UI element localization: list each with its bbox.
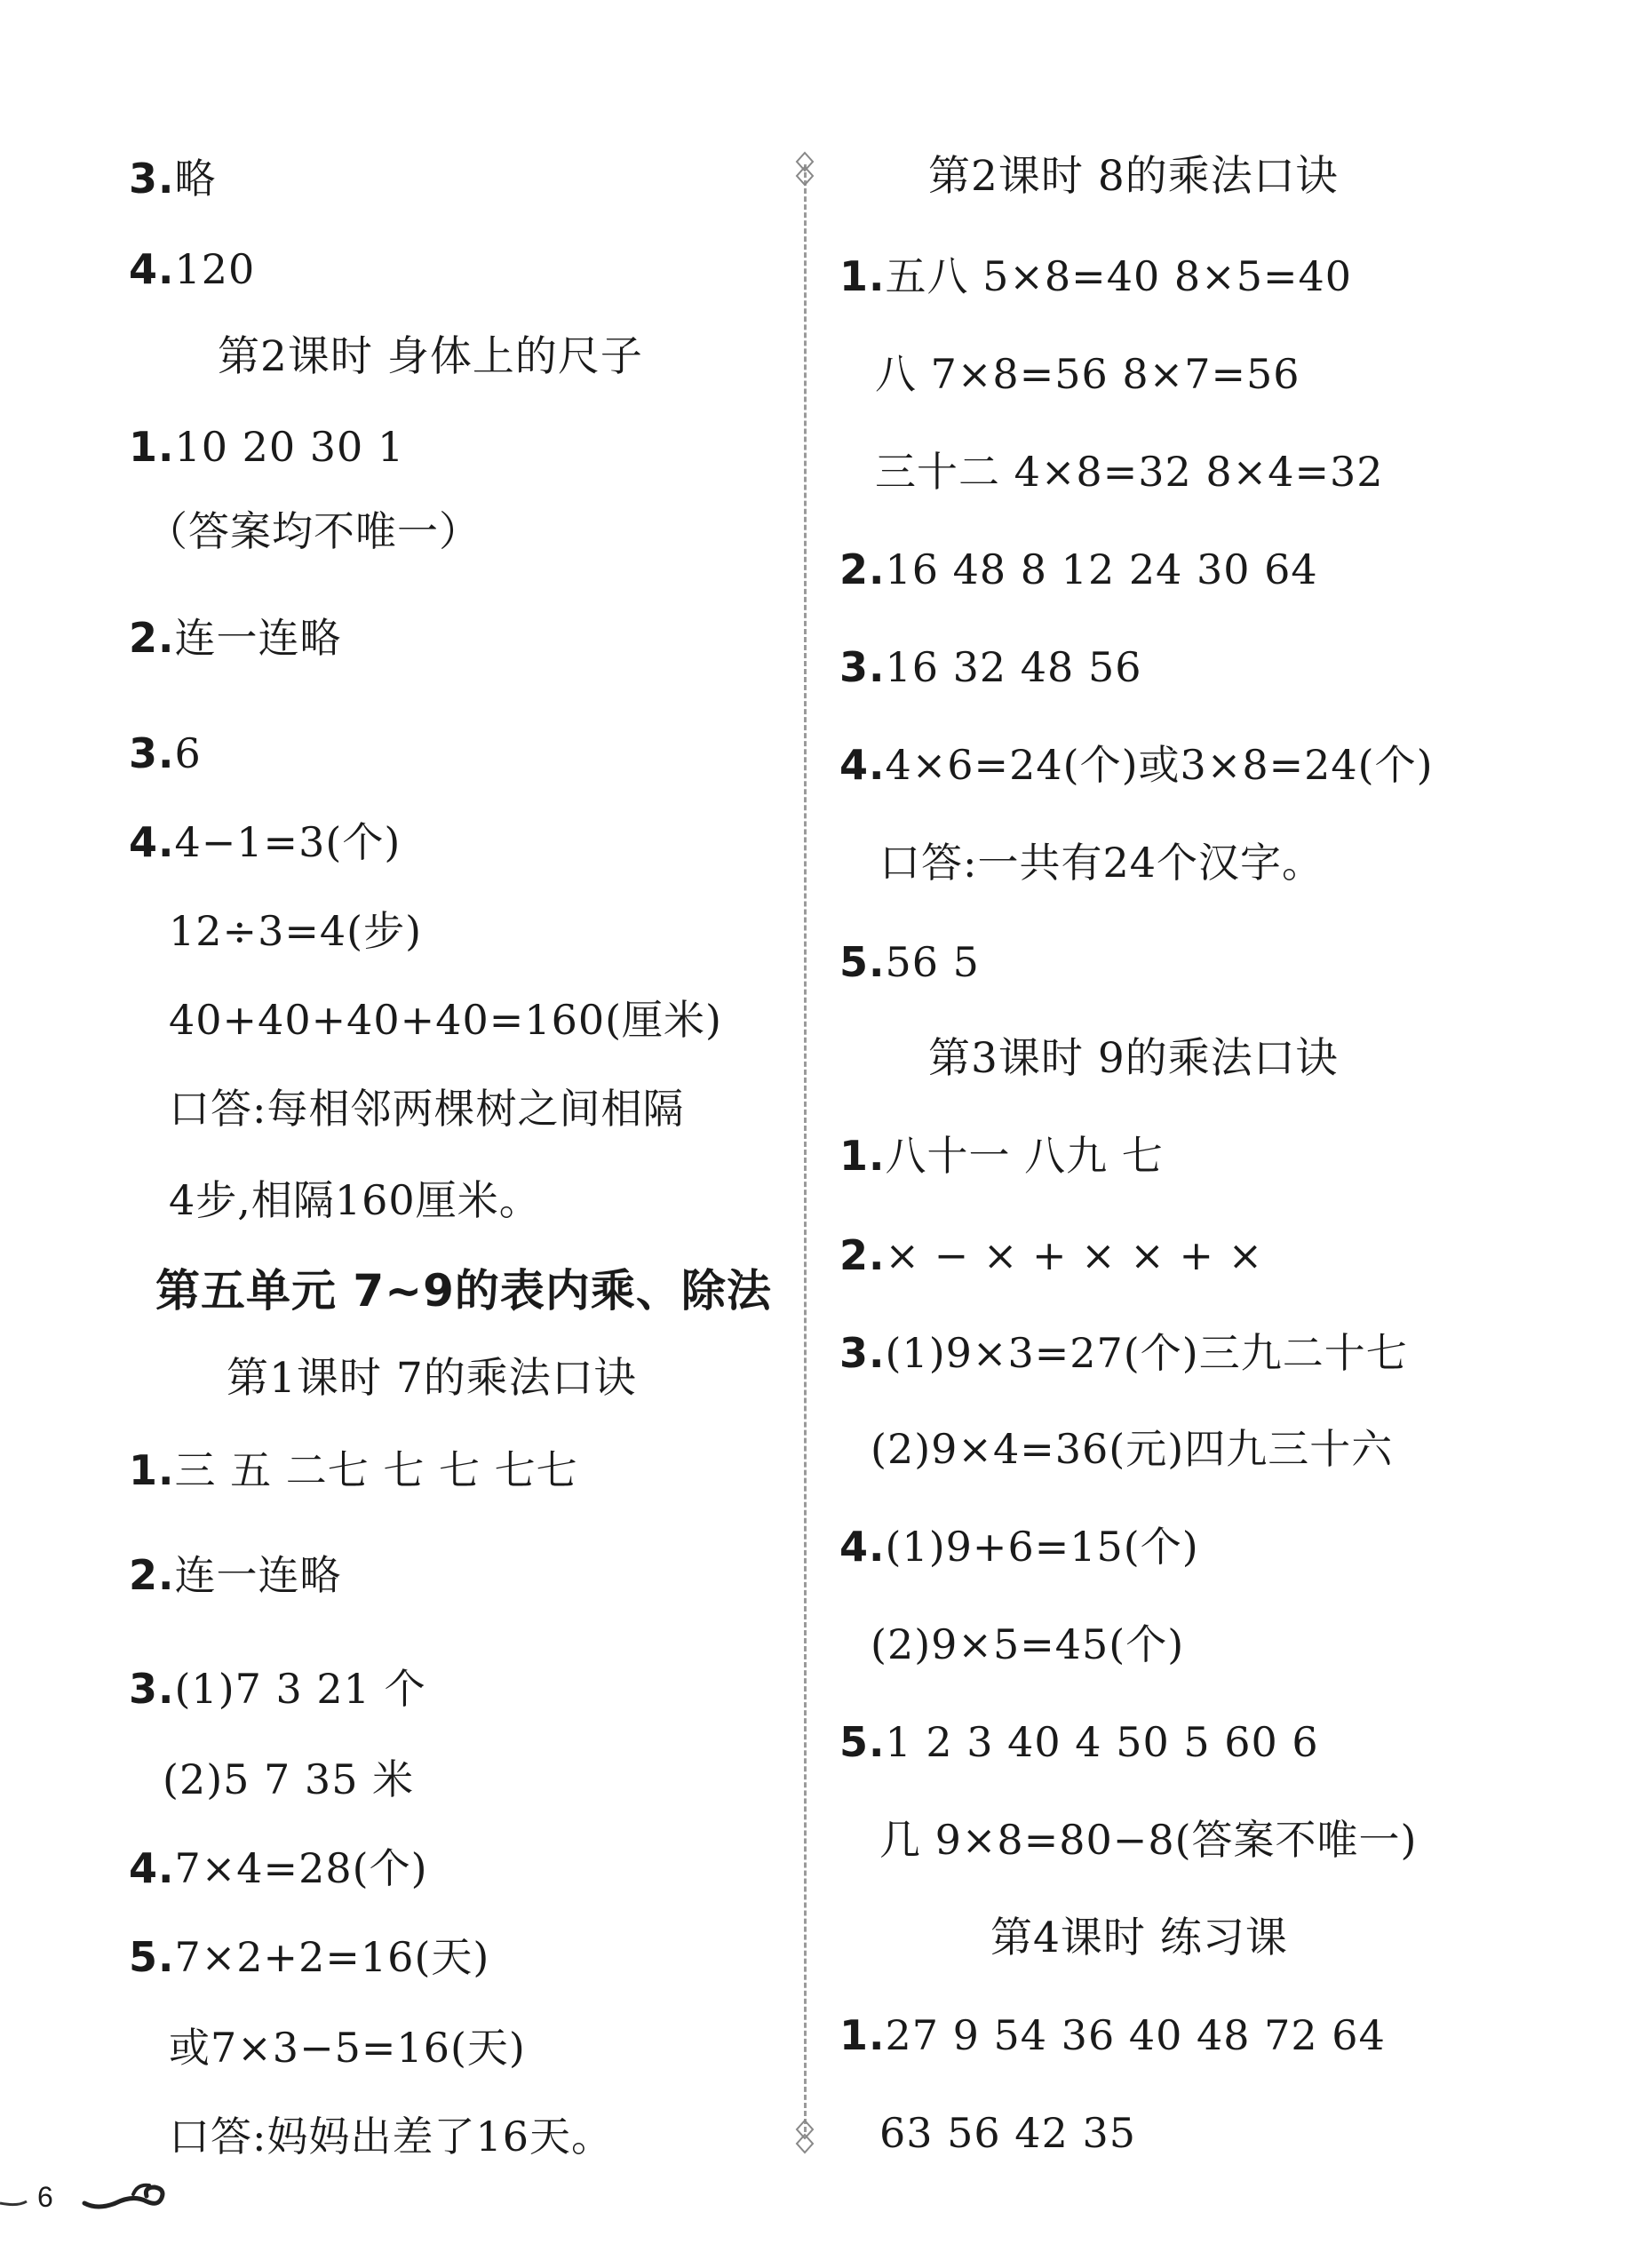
answer-line: [839, 1231, 1264, 1279]
lesson-heading: 第2课时 8的乘法口诀: [928, 152, 1339, 201]
answer-line: [129, 818, 402, 866]
answer-line: [839, 1132, 1164, 1180]
answer-text: 6: [174, 729, 202, 777]
answer-line: [129, 614, 342, 662]
answer-continuation: 63 56 42 35: [879, 2109, 1136, 2157]
answer-text: 7×2+2=16(天): [174, 1933, 490, 1981]
item-number: 3.: [839, 1329, 886, 1377]
answer-continuation: 口答:每相邻两棵树之间相隔: [169, 1085, 685, 1133]
item-number: 2.: [839, 1231, 886, 1279]
answer-line: [129, 1844, 428, 1892]
answer-line: [129, 729, 202, 777]
answer-continuation: (2)9×5=45(个): [871, 1620, 1185, 1668]
lesson-heading: 第1课时 7的乘法口诀: [227, 1354, 637, 1403]
item-number: 2.: [129, 614, 175, 662]
item-number: 2.: [129, 1551, 175, 1599]
answer-continuation: 三十二 4×8=32 8×4=32: [875, 448, 1384, 496]
item-number: 1.: [839, 2011, 886, 2059]
item-number: 5.: [839, 1718, 886, 1766]
item-number: 4.: [839, 1523, 886, 1571]
answer-text: 三 五 二七 七 七 七七: [174, 1446, 578, 1494]
answer-text: 16 48 8 12 24 30 64: [885, 545, 1318, 593]
unit-heading: 第五单元 7~9的表内乘、除法: [155, 1265, 772, 1317]
page-number: 6: [37, 2181, 53, 2213]
item-number: 5.: [839, 938, 886, 986]
answer-text: 10 20 30 1: [174, 423, 405, 471]
answer-continuation: 或7×3−5=16(天): [169, 2024, 526, 2072]
answer-continuation: (2)9×4=36(元)四九三十六: [871, 1425, 1394, 1473]
item-number: 3.: [839, 643, 886, 691]
answer-line: [839, 1718, 1319, 1766]
answer-line: [839, 545, 1318, 593]
answer-continuation: 几 9×8=80−8(答案不唯一): [879, 1816, 1418, 1864]
cloud-swirl-icon: [0, 2168, 178, 2221]
answer-continuation: 40+40+40+40=160(厘米): [169, 996, 722, 1044]
column-divider: [804, 164, 807, 2132]
answer-text: 连一连略: [174, 614, 342, 662]
answer-text: 7×4=28(个): [174, 1844, 428, 1892]
answer-text: 五八 5×8=40 8×5=40: [885, 252, 1353, 300]
answer-line: [839, 1329, 1408, 1377]
answer-text: (1)9+6=15(个): [885, 1523, 1199, 1571]
answer-continuation: 口答:一共有24个汉字。: [879, 839, 1324, 887]
item-number: 1.: [129, 1446, 175, 1494]
answer-continuation: 口答:妈妈出差了16天。: [169, 2113, 614, 2161]
answer-continuation: 八 7×8=56 8×7=56: [875, 350, 1300, 398]
lesson-heading: 第3课时 9的乘法口诀: [928, 1034, 1339, 1083]
item-number: 1.: [129, 423, 175, 471]
answer-text: 120: [174, 245, 256, 293]
answer-text: 连一连略: [174, 1551, 342, 1599]
item-number: 4.: [129, 1844, 175, 1892]
answer-line: [129, 1933, 490, 1981]
answer-line: [839, 741, 1434, 789]
answer-continuation: 12÷3=4(步): [169, 907, 423, 955]
divider-ornament-icon: [793, 151, 816, 187]
answer-line: [129, 423, 405, 471]
answer-line: [129, 1446, 578, 1494]
lesson-heading: 第2课时 身体上的尺子: [218, 332, 643, 381]
answer-line: [839, 938, 980, 986]
answer-text: 4×6=24(个)或3×8=24(个): [885, 741, 1434, 789]
item-number: 1.: [839, 252, 886, 300]
item-number: 3.: [129, 1665, 175, 1713]
answer-line: [839, 2011, 1386, 2059]
answer-line: [839, 252, 1353, 300]
answer-continuation: (2)5 7 35 米: [163, 1755, 415, 1803]
answer-text: 八十一 八九 七: [885, 1132, 1164, 1180]
answer-text: 56 5: [885, 938, 980, 986]
answer-note: （答案均不唯一）: [147, 507, 481, 555]
answer-line: [129, 245, 256, 293]
answer-text: 16 32 48 56: [885, 643, 1142, 691]
lesson-heading: 第4课时 练习课: [990, 1914, 1288, 1962]
answer-text: × − × + × × + ×: [885, 1231, 1264, 1279]
answer-text: 4−1=3(个): [174, 818, 402, 866]
item-number: 4.: [839, 741, 886, 789]
answer-text: (1)9×3=27(个)三九二十七: [885, 1329, 1408, 1377]
answer-line: [129, 1665, 426, 1713]
answer-text: 略: [174, 155, 217, 203]
answer-continuation: 4步,相隔160厘米。: [169, 1176, 541, 1224]
answer-text: 1 2 3 40 4 50 5 60 6: [885, 1718, 1319, 1766]
item-number: 1.: [839, 1132, 886, 1180]
item-number: 4.: [129, 818, 175, 866]
item-number: 5.: [129, 1933, 175, 1981]
answer-text: 27 9 54 36 40 48 72 64: [885, 2011, 1386, 2059]
answer-line: [129, 155, 217, 203]
answer-line: [839, 1523, 1199, 1571]
answer-text: (1)7 3 21 个: [174, 1665, 426, 1713]
answer-line: [129, 1551, 342, 1599]
item-number: 2.: [839, 545, 886, 593]
answer-line: [839, 643, 1142, 691]
item-number: 3.: [129, 155, 175, 203]
item-number: 3.: [129, 729, 175, 777]
item-number: 4.: [129, 245, 175, 293]
divider-ornament-icon: [793, 2119, 816, 2154]
